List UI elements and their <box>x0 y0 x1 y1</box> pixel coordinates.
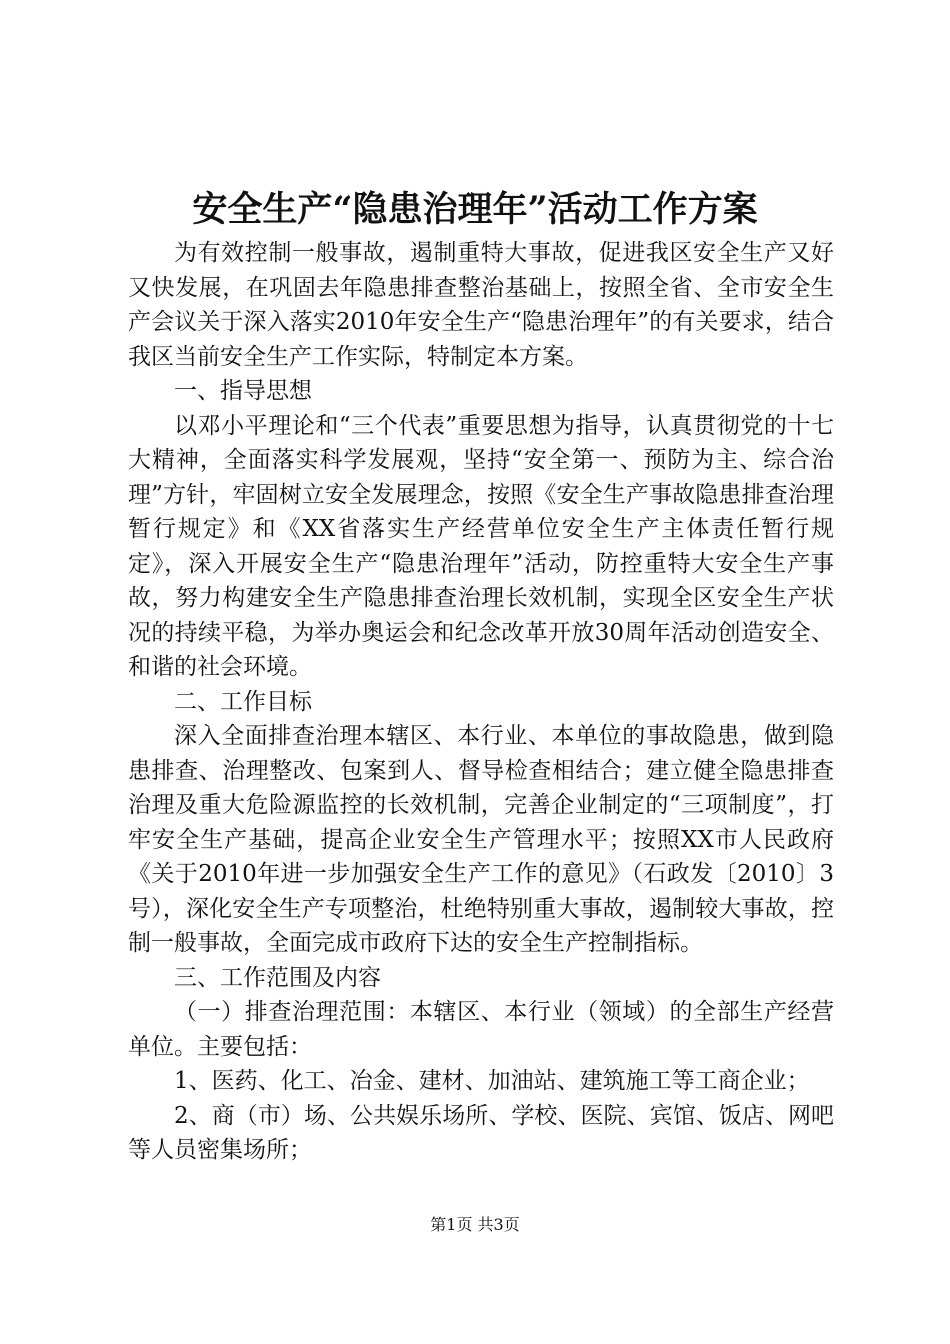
section-heading-work-goals: 二、工作目标 <box>174 688 312 715</box>
page-footer: 第1页 共3页 <box>430 1215 520 1234</box>
section-heading-guiding-ideology: 一、指导思想 <box>174 378 312 404</box>
work-goals-paragraph: 深入全面排查治理本辖区、本行业、本单位的事故隐患，做到隐患排查、治理整改、包案到人、督导检查相结合；建立健全隐患排查治理及重大危险源监控的长效机制，完善企业制定的“三项制度”，打牢安全生产基础，提高企业安全生产管理水平；按照XX市人民政府《关于2010年进一步加强安全生产工作的意见》（石政发〔2010〕3号），深化安全生产专项整治，杜绝特别重大事故，遏制较大事故，控制一般事故，全面完成市政府下达的安全生产控制指标。 <box>128 723 834 956</box>
intro-paragraph: 为有效控制一般事故，遏制重特大事故，促进我区安全生产又好又快发展，在巩固去年隐患排查整治基础上，按照全省、全市安全生产会议关于深入落实2010年安全生产“隐患治理年”的有关要求，结合我区当前安全生产工作实际，特制定本方案。 <box>128 240 834 370</box>
scope-item-2: 2、商（市）场、公共娱乐场所、学校、医院、宾馆、饭店、网吧等人员密集场所； <box>128 1102 834 1163</box>
scope-item-1: 1、医药、化工、冶金、建材、加油站、建筑施工等工商企业； <box>174 1068 810 1094</box>
document-title: 安全生产“隐患治理年”活动工作方案 <box>192 189 758 230</box>
scope-paragraph: （一）排查治理范围：本辖区、本行业（领域）的全部生产经营单位。主要包括： <box>128 999 834 1060</box>
guiding-ideology-paragraph: 以邓小平理论和“三个代表”重要思想为指导，认真贯彻党的十七大精神，全面落实科学发展观，坚持“安全第一、预防为主、综合治理”方针，牢固树立安全发展理念，按照《安全生产事故隐患排查治理暂行规定》和《XX省落实生产经营单位安全生产主体责任暂行规定》，深入开展安全生产“隐患治理年”活动，防控重特大安全生产事故，努力构建安全生产隐患排查治理长效机制，实现全区安全生产状况的持续平稳，为举办奥运会和纪念改革开放30周年活动创造安全、和谐的社会环境。 <box>128 412 834 680</box>
section-heading-scope: 三、工作范围及内容 <box>174 964 381 991</box>
document-body <box>128 236 834 1168</box>
